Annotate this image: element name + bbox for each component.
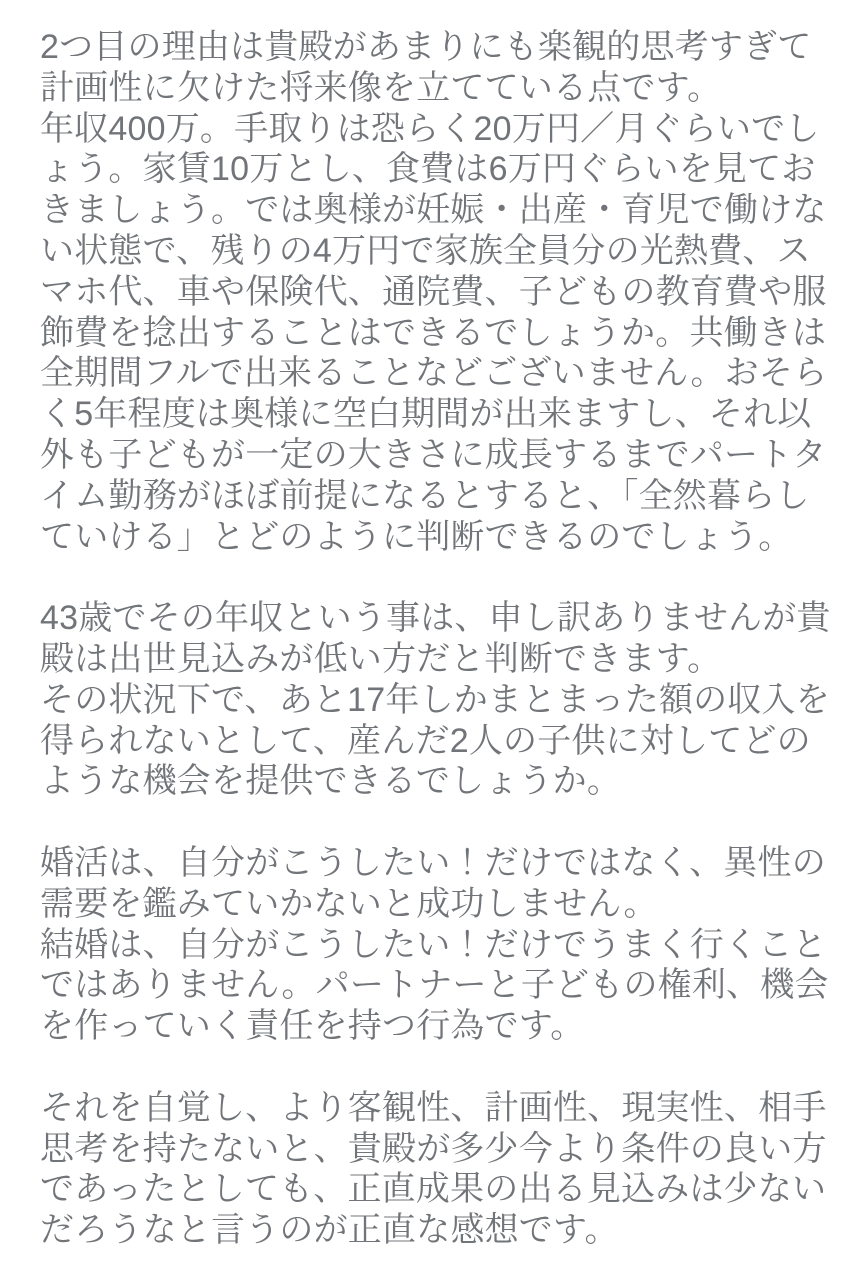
text-line: きましょう。では奥様が妊娠・出産・育児で働けな (40, 191, 827, 230)
text-line: 結婚は、自分がこうしたい！だけでうまく行くこと (40, 925, 827, 964)
text-line: 思考を持たないと、貴殿が多少今より条件の良い方 (40, 1129, 827, 1168)
text-line: 飾費を捻出することはできるでしょうか。共働きは (40, 313, 827, 352)
text-line: ょう。家賃10万とし、食費は6万円ぐらいを見てお (40, 150, 816, 189)
text-line: 需要を鑑みていかないと成功しません。 (40, 884, 658, 923)
text-line: イム勤務がほぼ前提になるとすると、「全然暮らし (40, 476, 810, 515)
text-line: マホ代、車や保険代、通院費、子どもの教育費や服 (40, 272, 827, 311)
text-line: 全期間フルで出来ることなどございません。おそら (40, 354, 828, 393)
text-line: 2つ目の理由は貴殿があまりにも楽観的思考すぎて (40, 28, 812, 66)
text-line: それを自覚し、より客観性、計画性、現実性、相手 (40, 1088, 827, 1127)
text-line: 年収400万。手取りは恐らく20万円／月ぐらいでし (40, 109, 820, 148)
text-line: く5年程度は奥様に空白期間が出来ますし、それ以 (40, 395, 812, 434)
text-line: であったとしても、正直成果の出る見込みは少ない (40, 1170, 827, 1209)
text-line: 計画性に欠けた将来像を立てている点です。 (40, 68, 722, 107)
text-line: だろうなと言うのが正直な感想です。 (40, 1211, 619, 1250)
text-line: い状態で、残りの4万円で家族全員分の光熱費、ス (40, 231, 811, 270)
text-line: ではありません。パートナーと子どもの権利、機会 (40, 966, 829, 1005)
text-line: 婚活は、自分がこうしたい！だけではなく、異性の (40, 843, 826, 882)
text-line: 得られないとして、産んだ2人の子供に対してどの (40, 721, 811, 760)
text-line: を作っていく責任を持つ行為です。 (40, 1007, 585, 1046)
text-line: 外も子どもが一定の大きさに成長するまでパートタ (40, 435, 827, 474)
text-line: ていける」とどのように判断できるのでしょう。 (40, 517, 793, 556)
paragraph-future-plan (40, 27, 828, 557)
text-line: 43歳でその年収という事は、申し訳ありませんが貴 (40, 599, 831, 638)
text-line: その状況下で、あと17年しかまとまった額の収入を (40, 680, 830, 719)
text-line: ような機会を提供できるでしょうか。 (40, 762, 622, 801)
paragraph-konkatsu-marriage (40, 843, 829, 1047)
paragraph-honest-conclusion (40, 1088, 827, 1251)
paragraph-income-judgement (40, 598, 831, 802)
text-line: 殿は出世見込みが低い方だと判断できます。 (40, 639, 722, 678)
